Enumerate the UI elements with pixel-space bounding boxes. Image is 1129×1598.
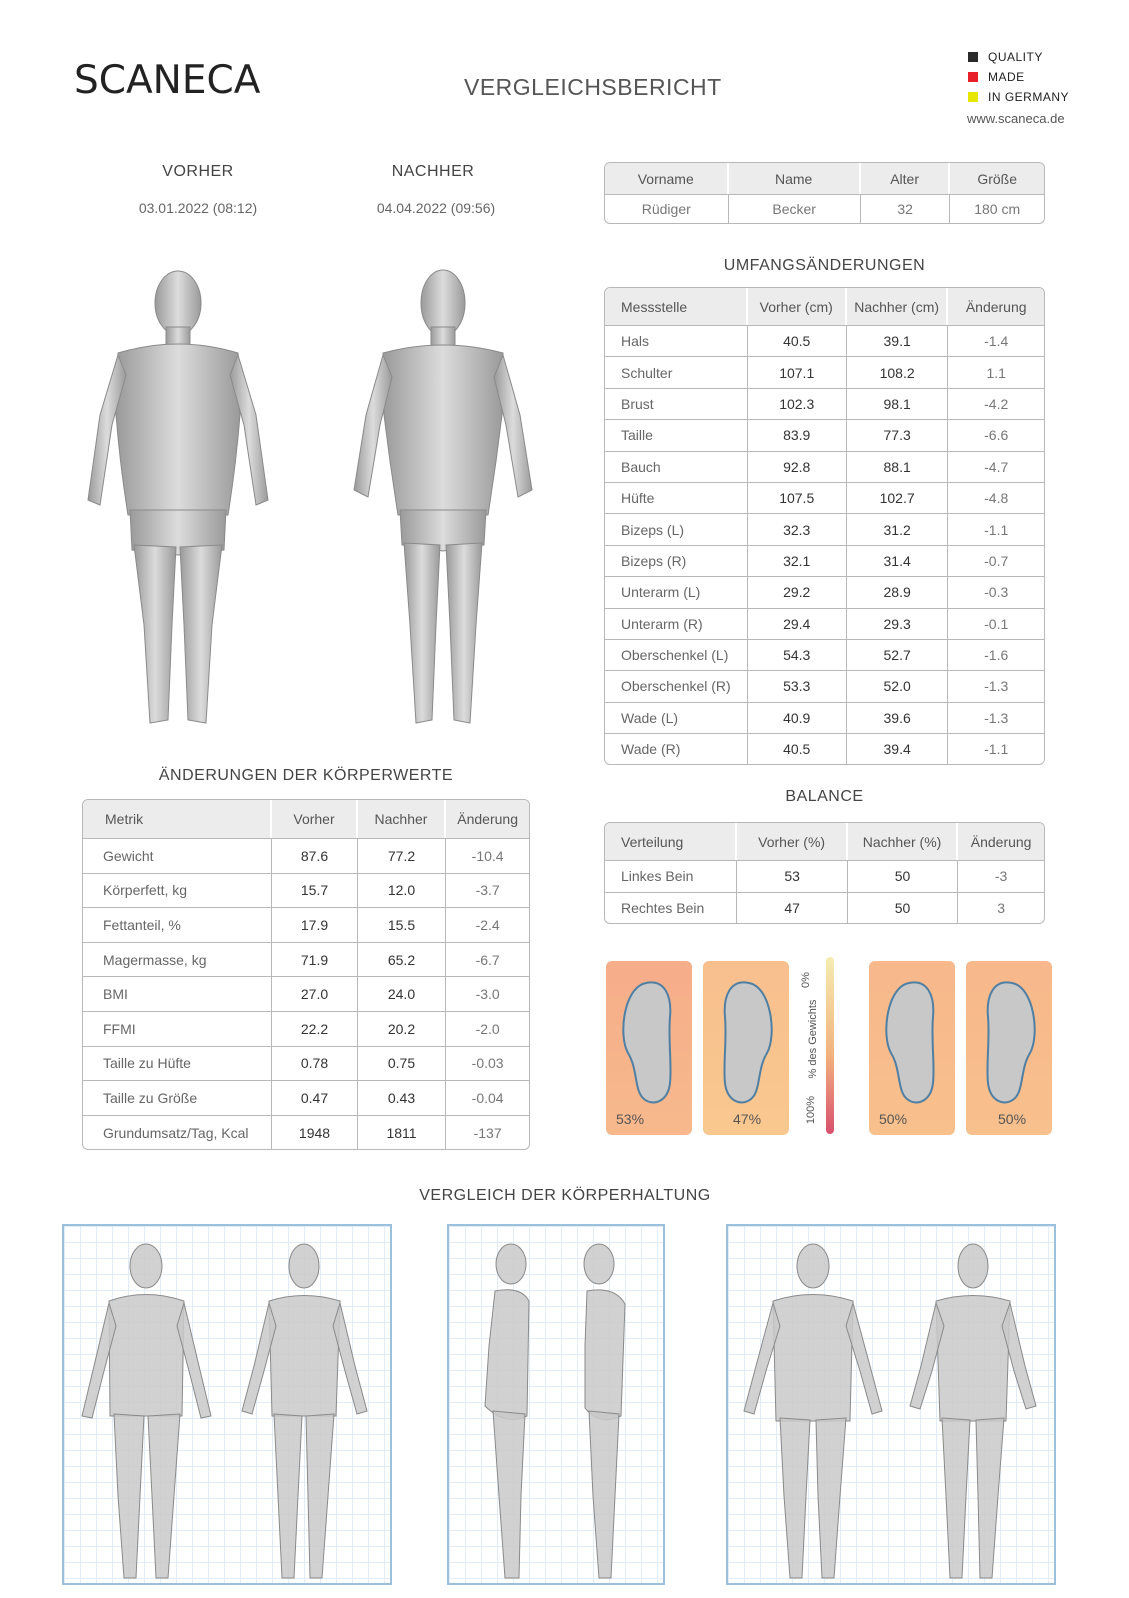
row-value: 88.1 (847, 451, 948, 482)
row-value: 102.3 (748, 388, 847, 419)
table-row (83, 942, 529, 977)
row-value: -4.2 (948, 388, 1044, 419)
after-heading: NACHHER (391, 163, 475, 180)
row-label: Wade (L) (605, 702, 748, 733)
row-value: 40.5 (748, 325, 847, 356)
bal-header: Änderung (958, 823, 1044, 860)
flag-red-square (968, 72, 978, 82)
row-value: -0.04 (446, 1080, 529, 1115)
quality-row (968, 47, 1069, 67)
row-value: -6.7 (446, 942, 529, 977)
posture-title: VERGLEICH DER KÖRPERHALTUNG (419, 1187, 711, 1204)
flag-black-square (968, 52, 978, 62)
row-value: -1.3 (948, 670, 1044, 701)
before-heading: VORHER (162, 163, 234, 180)
row-value: 71.9 (272, 942, 357, 977)
row-label: Wade (R) (605, 733, 748, 764)
brand-logo: SCANECA (74, 58, 261, 103)
quality-label: IN GERMANY (988, 90, 1070, 104)
after-body-scan (328, 265, 558, 735)
row-value: 39.6 (847, 702, 948, 733)
row-value: -1.1 (948, 733, 1044, 764)
bv-header: Vorher (272, 800, 357, 838)
row-value: 107.1 (748, 356, 847, 387)
table-row (605, 702, 1044, 733)
before-date: 03.01.2022 (08:12) (138, 200, 258, 216)
table-row (605, 892, 1044, 924)
row-value: -2.0 (446, 1011, 529, 1046)
row-value: -0.03 (446, 1046, 529, 1081)
table-row (605, 733, 1044, 764)
row-value: 77.2 (358, 838, 447, 873)
foot-panel-before-left (606, 961, 692, 1135)
row-value: 3 (958, 892, 1044, 924)
row-value: 1948 (272, 1115, 357, 1150)
row-value: 87.6 (272, 838, 357, 873)
row-label: Bauch (605, 451, 748, 482)
row-value: 31.2 (847, 513, 948, 544)
row-value: -137 (446, 1115, 529, 1150)
row-value: 77.3 (847, 419, 948, 450)
row-value: 52.0 (847, 670, 948, 701)
foot-percent: 50% (998, 1111, 1027, 1127)
table-row (605, 482, 1044, 513)
row-value: 54.3 (748, 639, 847, 670)
row-label: Gewicht (83, 838, 272, 873)
table-row (83, 1011, 529, 1046)
table-row (83, 873, 529, 908)
row-label: Körperfett, kg (83, 873, 272, 908)
quality-badge (968, 47, 1069, 107)
row-label: Oberschenkel (L) (605, 639, 748, 670)
scale-top-label: 0% (800, 972, 812, 988)
quality-label: QUALITY (988, 50, 1043, 64)
row-value: 24.0 (358, 976, 447, 1011)
row-value: 0.43 (358, 1080, 447, 1115)
row-value: -3.0 (446, 976, 529, 1011)
table-row (605, 860, 1044, 892)
balance-table (604, 822, 1045, 924)
row-value: -1.4 (948, 325, 1044, 356)
person-cell: 32 (861, 194, 951, 223)
row-label: Grundumsatz/Tag, Kcal (83, 1115, 272, 1150)
foot-panel-after-right (966, 961, 1052, 1135)
row-value: -2.4 (446, 907, 529, 942)
row-value: 52.7 (847, 639, 948, 670)
table-row (605, 356, 1044, 387)
before-body-scan (78, 265, 278, 735)
row-value: -10.4 (446, 838, 529, 873)
table-row (605, 545, 1044, 576)
row-value: 98.1 (847, 388, 948, 419)
left-foot-icon (606, 961, 692, 1135)
row-value: -1.1 (948, 513, 1044, 544)
table-row (605, 670, 1044, 701)
table-row (605, 451, 1044, 482)
circ-header: Änderung (948, 288, 1044, 325)
row-value: 65.2 (358, 942, 447, 977)
row-value: 15.5 (358, 907, 447, 942)
row-value: 28.9 (847, 576, 948, 607)
row-value: 29.2 (748, 576, 847, 607)
row-value: 0.47 (272, 1080, 357, 1115)
row-value: -1.6 (948, 639, 1044, 670)
row-value: -1.3 (948, 702, 1044, 733)
row-label: Unterarm (R) (605, 608, 748, 639)
row-label: FFMI (83, 1011, 272, 1046)
body-values-title: ÄNDERUNGEN DER KÖRPERWERTE (158, 767, 454, 784)
foot-percent: 53% (616, 1111, 645, 1127)
person-cell: Rüdiger (605, 194, 729, 223)
row-value: 39.4 (847, 733, 948, 764)
circ-header: Vorher (cm) (748, 288, 847, 325)
report-title: VERGLEICHSBERICHT (464, 74, 722, 100)
person-header: Vorname (605, 163, 729, 194)
foot-percent: 47% (733, 1111, 762, 1127)
row-value: 0.75 (358, 1046, 447, 1081)
row-label: Taille (605, 419, 748, 450)
row-value: -0.1 (948, 608, 1044, 639)
row-label: Oberschenkel (R) (605, 670, 748, 701)
foot-panel-after-left (869, 961, 955, 1135)
row-value: 40.5 (748, 733, 847, 764)
bal-header: Verteilung (605, 823, 737, 860)
row-label: Schulter (605, 356, 748, 387)
posture-front-scans (64, 1226, 390, 1583)
circumference-table (604, 287, 1045, 765)
person-header: Größe (950, 163, 1044, 194)
foot-panel-before-right (703, 961, 789, 1135)
person-table (604, 162, 1045, 224)
row-value: 107.5 (748, 482, 847, 513)
row-value: -3.7 (446, 873, 529, 908)
after-date: 04.04.2022 (09:56) (376, 200, 496, 216)
person-cell: Becker (729, 194, 861, 223)
row-value: 102.7 (847, 482, 948, 513)
foot-percent: 50% (879, 1111, 908, 1127)
row-label: Bizeps (L) (605, 513, 748, 544)
table-row (83, 838, 529, 873)
posture-front-panel (62, 1224, 392, 1585)
quality-row (968, 67, 1069, 87)
row-value: 20.2 (358, 1011, 447, 1046)
row-label: Rechtes Bein (605, 892, 737, 924)
circumference-title: UMFANGSÄNDERUNGEN (723, 257, 926, 274)
row-value: 40.9 (748, 702, 847, 733)
row-value: 1811 (358, 1115, 447, 1150)
row-value: 31.4 (847, 545, 948, 576)
table-row (83, 1080, 529, 1115)
circ-header: Nachher (cm) (847, 288, 948, 325)
person-header: Name (729, 163, 861, 194)
row-value: 12.0 (358, 873, 447, 908)
row-value: 29.3 (847, 608, 948, 639)
row-value: 27.0 (272, 976, 357, 1011)
row-label: Unterarm (L) (605, 576, 748, 607)
table-row (83, 1115, 529, 1150)
row-label: Fettanteil, % (83, 907, 272, 942)
table-row (605, 576, 1044, 607)
row-value: 32.3 (748, 513, 847, 544)
posture-side-panel (447, 1224, 665, 1585)
row-value: 15.7 (272, 873, 357, 908)
row-value: 29.4 (748, 608, 847, 639)
row-label: Taille zu Hüfte (83, 1046, 272, 1081)
table-row (605, 325, 1044, 356)
row-value: 22.2 (272, 1011, 357, 1046)
bv-header: Änderung (446, 800, 529, 838)
quality-label: MADE (988, 70, 1025, 84)
row-label: Taille zu Größe (83, 1080, 272, 1115)
bal-header: Vorher (%) (737, 823, 847, 860)
row-label: Hals (605, 325, 748, 356)
bv-header: Nachher (358, 800, 447, 838)
table-row (605, 388, 1044, 419)
table-row (83, 907, 529, 942)
right-foot-icon (703, 961, 789, 1135)
bv-header: Metrik (83, 800, 272, 838)
row-value: -3 (958, 860, 1044, 892)
bal-header: Nachher (%) (848, 823, 958, 860)
left-foot-icon (869, 961, 955, 1135)
person-header: Alter (861, 163, 951, 194)
body-values-table (82, 799, 530, 1150)
row-value: 50 (848, 892, 958, 924)
row-value: 1.1 (948, 356, 1044, 387)
row-value: 83.9 (748, 419, 847, 450)
balance-title: BALANCE (785, 788, 864, 805)
row-value: 92.8 (748, 451, 847, 482)
row-value: -0.7 (948, 545, 1044, 576)
row-value: -4.7 (948, 451, 1044, 482)
weight-scale-bar (826, 957, 834, 1134)
row-value: -6.6 (948, 419, 1044, 450)
row-value: 53.3 (748, 670, 847, 701)
row-label: Hüfte (605, 482, 748, 513)
posture-side-scans (449, 1226, 663, 1583)
scale-bottom-label: 100% (805, 1095, 817, 1125)
table-row (605, 608, 1044, 639)
table-row (605, 419, 1044, 450)
table-row (605, 639, 1044, 670)
table-row (83, 976, 529, 1011)
row-label: BMI (83, 976, 272, 1011)
website-link[interactable]: www.scaneca.de (967, 111, 1065, 126)
row-value: -0.3 (948, 576, 1044, 607)
table-row (83, 1046, 529, 1081)
row-value: 17.9 (272, 907, 357, 942)
row-value: -4.8 (948, 482, 1044, 513)
circ-header: Messstelle (605, 288, 748, 325)
row-value: 39.1 (847, 325, 948, 356)
right-foot-icon (966, 961, 1052, 1135)
scale-middle-label: % des Gewichts (807, 999, 819, 1079)
person-cell: 180 cm (950, 194, 1044, 223)
row-label: Linkes Bein (605, 860, 737, 892)
row-value: 0.78 (272, 1046, 357, 1081)
table-row (605, 513, 1044, 544)
row-label: Brust (605, 388, 748, 419)
flag-yellow-square (968, 92, 978, 102)
quality-row (968, 87, 1069, 107)
row-value: 50 (848, 860, 958, 892)
posture-back-scans (728, 1226, 1054, 1583)
row-value: 108.2 (847, 356, 948, 387)
row-value: 32.1 (748, 545, 847, 576)
posture-back-panel (726, 1224, 1056, 1585)
row-value: 47 (737, 892, 847, 924)
row-value: 53 (737, 860, 847, 892)
row-label: Bizeps (R) (605, 545, 748, 576)
row-label: Magermasse, kg (83, 942, 272, 977)
